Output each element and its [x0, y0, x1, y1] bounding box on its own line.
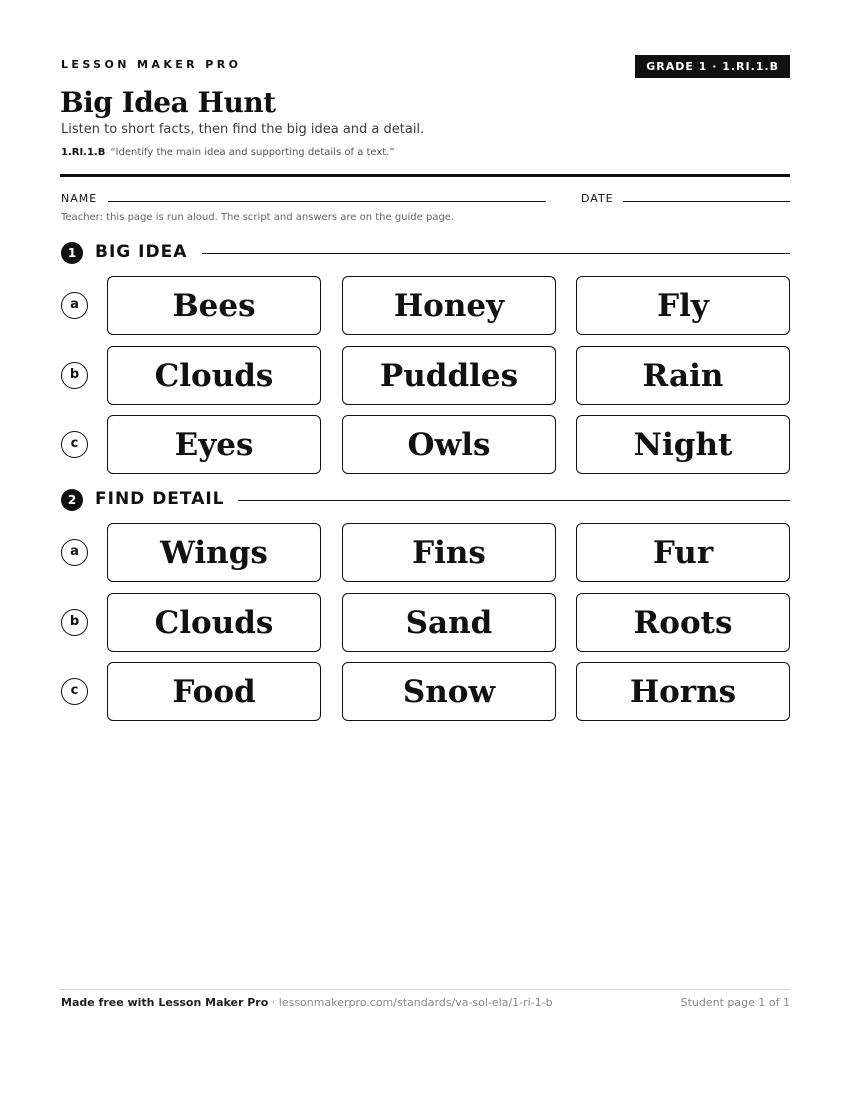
question-letter: b — [61, 609, 88, 636]
date-field[interactable] — [623, 201, 790, 202]
word-choice-box[interactable]: Roots — [576, 593, 790, 652]
section-divider — [238, 500, 790, 501]
page-title: Big Idea Hunt — [60, 86, 276, 119]
word-choice-box[interactable]: Horns — [576, 662, 790, 721]
section-find-detail-header — [60, 488, 790, 512]
standard-code: 1.RI.1.B — [61, 147, 106, 158]
teacher-note: Teacher: this page is run aloud. The script and answers are on the guide page. — [61, 212, 455, 223]
footer-made-with: Made free with Lesson Maker Pro — [61, 996, 269, 1009]
word-choice-box[interactable]: Clouds — [107, 346, 321, 405]
word-choice-box[interactable]: Snow — [342, 662, 556, 721]
word-choice-box[interactable]: Honey — [342, 276, 556, 335]
name-date-row — [61, 190, 790, 206]
question-letter: a — [61, 539, 88, 566]
word-choice-box[interactable]: Clouds — [107, 593, 321, 652]
page-header — [61, 55, 790, 79]
standard-line — [61, 147, 395, 158]
grade-badge: GRADE 1 · 1.RI.1.B — [635, 55, 790, 78]
section-title: BIG IDEA — [95, 242, 188, 262]
footer-url-link[interactable]: · lessonmakerpro.com/standards/va-sol-ela/1-ri-1-b — [268, 996, 553, 1009]
section-divider — [202, 253, 790, 254]
footer-divider — [60, 989, 790, 990]
date-label: DATE — [581, 192, 614, 205]
section-title: FIND DETAIL — [95, 489, 225, 509]
word-choice-box[interactable]: Fins — [342, 523, 556, 582]
question-row-1c — [60, 415, 790, 475]
question-letter: a — [61, 292, 88, 319]
word-choice-box[interactable]: Sand — [342, 593, 556, 652]
word-choice-box[interactable]: Owls — [342, 415, 556, 474]
word-choice-box[interactable]: Eyes — [107, 415, 321, 474]
page-subtitle: Listen to short facts, then find the big idea and a detail. — [61, 122, 425, 137]
footer-credit — [61, 996, 553, 1009]
name-label: NAME — [61, 192, 98, 205]
question-row-1a — [60, 276, 790, 336]
section-number-badge: 1 — [61, 242, 83, 264]
word-choice-box[interactable]: Puddles — [342, 346, 556, 405]
question-row-2c — [60, 662, 790, 722]
word-choice-box[interactable]: Night — [576, 415, 790, 474]
question-letter: c — [61, 431, 88, 458]
word-choice-box[interactable]: Rain — [576, 346, 790, 405]
name-field[interactable] — [108, 201, 546, 202]
word-choice-box[interactable]: Wings — [107, 523, 321, 582]
question-row-1b — [60, 346, 790, 406]
word-choice-box[interactable]: Food — [107, 662, 321, 721]
word-choice-box[interactable]: Fly — [576, 276, 790, 335]
header-divider — [60, 174, 790, 177]
standard-text: “Identify the main idea and supporting details of a text.” — [110, 147, 395, 158]
section-number-badge: 2 — [61, 489, 83, 511]
question-letter: c — [61, 678, 88, 705]
question-row-2a — [60, 523, 790, 583]
word-choice-box[interactable]: Fur — [576, 523, 790, 582]
brand-name: LESSON MAKER PRO — [61, 58, 242, 71]
word-choice-box[interactable]: Bees — [107, 276, 321, 335]
footer-page-number: Student page 1 of 1 — [680, 996, 790, 1009]
question-letter: b — [61, 362, 88, 389]
question-row-2b — [60, 593, 790, 653]
section-big-idea-header — [60, 241, 790, 265]
